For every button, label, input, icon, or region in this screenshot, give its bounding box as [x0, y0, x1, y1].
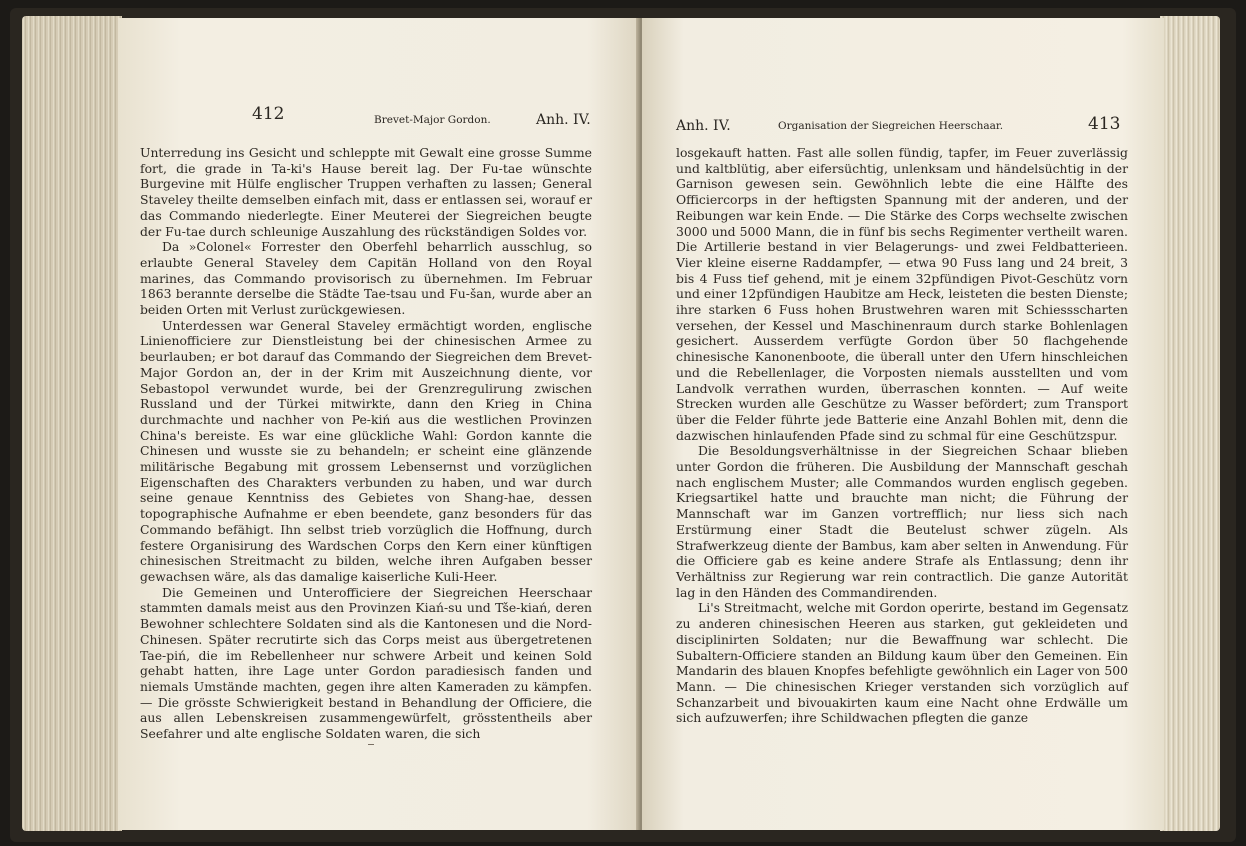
page-number: 412	[252, 104, 285, 124]
paragraph: Die Besoldungsverhältnisse in der Siegreichen Schaar blieben unter Gordon die früheren. Die Ausbildung der Mannschaft geschah nach englischem Muster; alle Commandos wurden englisch gegeben. Kriegsartikel hatte und brauchte man nicht; die Führung der Mannschaft war im Ganzen vortrefflich; nur liess sich nach Erstürmung einer Stadt die Beutelust schwer zügeln. Als Strafwerkzeug diente der Bambus, kam aber selten in Anwendung. Für die Officiere gab es keine andere Strafe als Entlassung; denn ihr Verhältniss zur Regierung war rein contractlich. Die ganze Autorität lag in den Händen des Commandirenden.	[676, 443, 1128, 600]
paragraph: Unterredung ins Gesicht und schleppte mit Gewalt eine grosse Summe fort, die grade in Ta-ki's Hause bereit lag. Der Fu-tae wünschte Burgevine mit Hülfe englischer Truppen verhaften zu lassen; General Staveley theilte demselben einfach mit, dass er entlassen sei, worauf er das Commando niederlegte. Einer Meuterei der Siegreichen beugte der Fu-tae durch schleunige Auszahlung des rückständigen Soldes vor.	[140, 145, 592, 239]
paragraph: Die Gemeinen und Unterofficiere der Siegreichen Heerschaar stammten damals meist aus den Provinzen Kiań-su und Tše-kiań, deren Bewohner schlechtere Soldaten sind als die Kantonesen und die Nord-Chinesen. Später recrutirte sich das Corps meist aus übergetretenen Tae-piń, die im Rebellenheer nur schwere Arbeit und keinen Sold gehabt hatten, ihre Lage unter Gordon paradiesisch fanden und niemals Umstände machten, gegen ihre alten Kameraden zu kämpfen. — Die grösste Schwierigkeit bestand in Behandlung der Officiere, die aus allen Lebenskreisen zusammengewürfelt, grösstentheils aber Seefahrer und alte englische Soldaten waren, die sich	[140, 584, 592, 742]
section-label: Anh. IV.	[536, 112, 591, 128]
left-page-edges	[22, 16, 122, 831]
running-head: Brevet-Major Gordon.	[374, 114, 491, 126]
bottom-mark	[368, 744, 374, 745]
paragraph: Unterdessen war General Staveley ermächtigt worden, englische Linienofficiere zur Dienstleistung bei der chinesischen Armee zu beurlauben; er bot darauf das Commando der Siegreichen dem Brevet-Major Gordon an, der in der Krim mit Auszeichnung diente, vor Sebastopol verwundet wurde, bei der Grenzregulirung zwischen Russland und der Türkei mitwirkte, dann den Krieg in China durchmachte und nachher von Pe-kiń aus die westlichen Provinzen China's bereiste. Es war eine glückliche Wahl: Gordon kannte die Chinesen und wusste sie zu behandeln; er scheint eine glänzende militärische Begabung mit grossem Lebensernst und vorzüglichen Eigenschaften des Charakters verbunden zu haben, und war durch seine genaue Kenntniss des Gebietes von Shang-hae, dessen topographische Aufnahme er eben beendete, ganz besonders für das Commando befähigt. Ihn selbst trieb vorzüglich die Hoffnung, durch festere Organisirung des Wardschen Corps den Kern einer künftigen chinesischen Streitmacht zu bilden, welche ihren Aufgaben besser gewachsen wäre, als das damalige kaiserliche Kuli-Heer.	[140, 317, 592, 584]
section-label: Anh. IV.	[676, 118, 731, 134]
left-page	[118, 18, 640, 830]
left-body-text	[140, 145, 592, 742]
page-number: 413	[1088, 114, 1121, 134]
right-page-edges	[1160, 16, 1220, 831]
right-body-text	[676, 145, 1128, 726]
paragraph: Li's Streitmacht, welche mit Gordon operirte, bestand im Gegensatz zu anderen chinesischen Heeren aus starken, gut gekleideten und disciplinirten Soldaten; nur die Bewaffnung war schlecht. Die Subaltern-Officiere standen an Bildung kaum über den Gemeinen. Ein Mandarin des blauen Knopfes befehligte gewöhnlich ein Lager von 500 Mann. — Die chinesischen Krieger verstanden sich vorzüglich auf Schanzarbeit und bivouakirten kaum eine Nacht ohne Erdwälle um sich aufzuwerfen; ihre Schildwachen pflegten die ganze	[676, 600, 1128, 726]
right-page	[642, 18, 1164, 830]
running-head: Organisation der Siegreichen Heerschaar.	[778, 120, 1004, 132]
paragraph: Da »Colonel« Forrester den Oberfehl beharrlich ausschlug, so erlaubte General Staveley dem Capitän Holland von den Royal marines, das Commando provisorisch zu übernehmen. Im Februar 1863 berannte derselbe die Städte Tae-tsau und Fu-šan, wurde aber an beiden Orten mit Verlust zurückgewiesen.	[140, 239, 592, 318]
paragraph: losgekauft hatten. Fast alle sollen fündig, tapfer, im Feuer zuverlässig und kaltblütig, aber eifersüchtig, unlenksam und händelsüchtig in der Garnison gewesen sein. Gewöhnlich lebte die eine Hälfte des Officiercorps in der heftigsten Spannung mit der anderen, und der Reibungen war kein Ende. — Die Stärke des Corps wechselte zwischen 3000 und 5000 Mann, die in fünf bis sechs Regimenter vertheilt waren. Die Artillerie bestand in vier Belagerungs- und zwei Feldbatterieen. Vier kleine eiserne Raddampfer, — etwa 90 Fuss lang und 24 breit, 3 bis 4 Fuss tief gehend, mit je einem 32pfündigen Pivot-Geschütz vorn und einer 12pfündigen Haubitze am Heck, leisteten die besten Dienste; ihre starken 6 Fuss hohen Brustwehren waren mit Schiessscharten versehen, der Kessel und Maschinenraum durch starke Bohlenlagen gesichert. Ausserdem verfügte Gordon über 50 flachgehende chinesische Kanonenboote, die überall unter den Ufern hinschleichen und die Rebellenlager, die Vorposten niemals ausstellten und vom Landvolk verrathen wurden, überraschen konnten. — Auf weite Strecken wurden alle Geschütze zu Wasser befördert; zum Transport über die Felder führte jede Batterie eine Anzahl Bohlen mit, denn die dazwischen hinlaufenden Pfade sind zu schmal für eine Geschützspur.	[676, 145, 1128, 443]
